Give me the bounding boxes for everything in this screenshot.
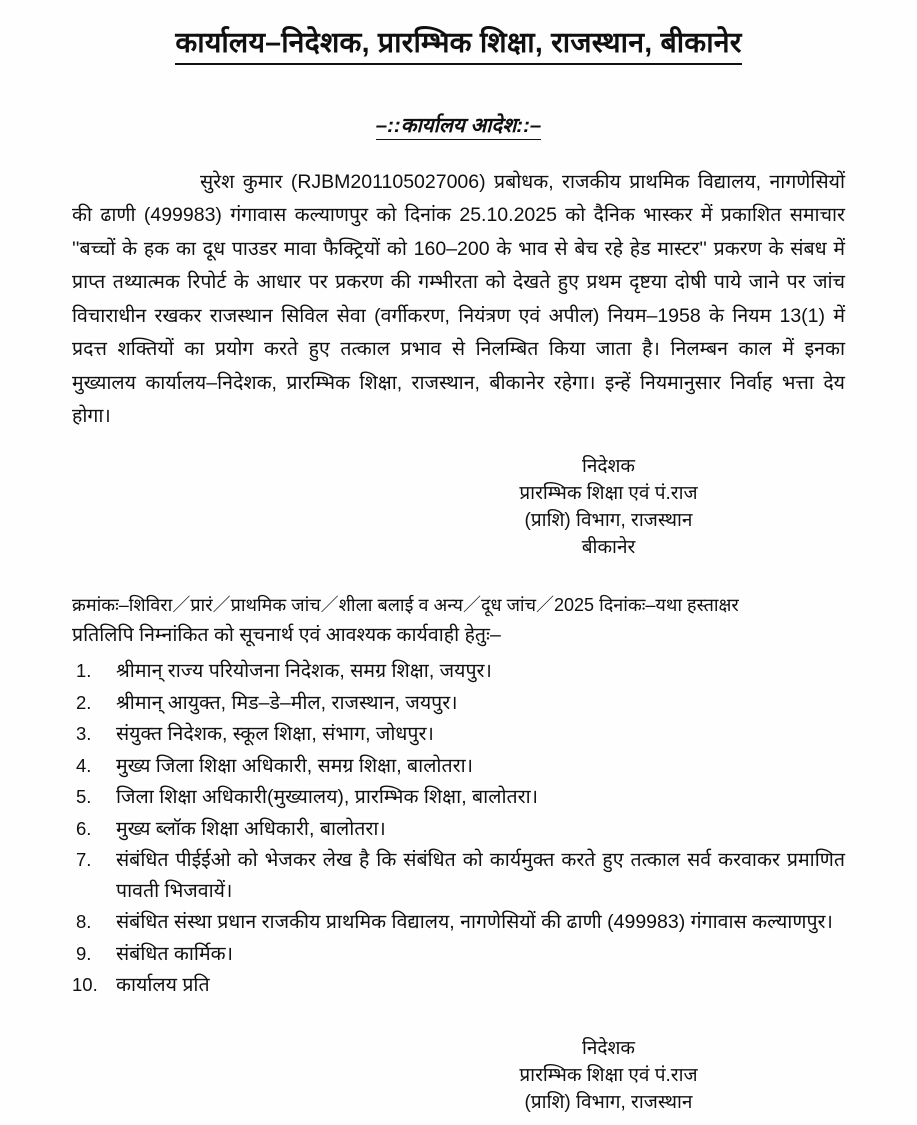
list-item: संयुक्त निदेशक, स्कूल शिक्षा, संभाग, जोधपुर।: [116, 723, 434, 746]
reference-number-line: क्रमांकः–शिविरा／प्रारं／प्राथमिक जांच／शीला बलाई व अन्य／दूध जांच／2025 दिनांकः–यथा हस्ताक्षर: [72, 595, 739, 616]
document-subtitle-wrap: [72, 111, 845, 140]
list-item: श्रीमान् राज्य परियोजना निदेशक, समग्र शिक्षा, जयपुर।: [116, 660, 492, 683]
list-item: श्रीमान् आयुक्त, मिड–डे–मील, राजस्थान, जयपुर।: [116, 691, 458, 714]
list-item: संबंधित पीईईओ को भेजकर लेख है कि संबंधित को कार्यमुक्त करते हुए तत्काल सर्व करवाकर प्रमाणित पावती भिजवायें।: [116, 849, 845, 902]
signature-department-line: प्रारम्भिक शिक्षा एवं पं.राज: [519, 483, 698, 505]
list-item: जिला शिक्षा अधिकारी(मुख्यालय), प्रारम्भिक शिक्षा, बालोतरा।: [116, 786, 539, 809]
signature-block-top: [72, 453, 845, 561]
signature-department-line: प्रारम्भिक शिक्षा एवं पं.राज: [519, 1064, 698, 1086]
list-item: संबंधित कार्मिक।: [116, 942, 233, 965]
document-header: [72, 0, 845, 65]
list-item: कार्यालय प्रति: [116, 974, 210, 997]
copy-to-list: [72, 656, 845, 1001]
list-item: मुख्य ब्लॉक शिक्षा अधिकारी, बालोतरा।: [116, 817, 386, 840]
page-title: कार्यालय–निदेशक, प्रारम्भिक शिक्षा, राजस्थान, बीकानेर: [175, 26, 741, 65]
signature-designation: निदेशक: [581, 1037, 636, 1059]
signature-department-sub: (प्राशि) विभाग, राजस्थान: [524, 1091, 693, 1113]
signature-block-bottom: [72, 1035, 845, 1116]
signature-department-sub: (प्राशि) विभाग, राजस्थान: [524, 510, 693, 532]
copy-to-intro: प्रतिलिपि निम्नांकित को सूचनार्थ एवं आवश्यक कार्यवाही हेतुः–: [72, 624, 501, 647]
signature-city: बीकानेर: [581, 537, 636, 559]
list-item: संबंधित संस्था प्रधान राजकीय प्राथमिक विद्यालय, नागणेसियों की ढाणी (499983) गंगावास कल्याणपुर।: [116, 911, 833, 934]
signature-designation: निदेशक: [581, 456, 636, 478]
list-item: मुख्य जिला शिक्षा अधिकारी, समग्र शिक्षा, बालोतरा।: [116, 754, 474, 777]
order-subtitle: –::कार्यालय आदेश::–: [376, 111, 542, 140]
order-body-text: सुरेश कुमार (RJBM201105027006) प्रबोधक, राजकीय प्राथमिक विद्यालय, नागणेसियों की ढाणी (499983) गंगावास कल्याणपुर को दिनांक 25.10.2025 को दैनिक भास्कर में प्रकाशित समाचार ''बच्चों के हक का दूध पाउडर मावा फैक्ट्रियों को 160–200 के भाव से बेच रहे हेड मास्टर'' प्रकरण के संबध में प्राप्त तथ्यात्मक रिपोर्ट के आधार पर प्रकरण की गम्भीरता को देखते हुए प्रथम दृष्टया दोषी पाये जाने पर जांच विचाराधीन रखकर राजस्थान सिविल सेवा (वर्गीकरण, नियंत्रण एवं अपील) नियम–1958 के नियम 13(1) में प्रदत्त शक्तियों का प्रयोग करते हुए तत्काल प्रभाव से निलम्बित किया जाता है। निलम्बन काल में इनका मुख्यालय कार्यालय–निदेशक, प्रारम्भिक शिक्षा, राजस्थान, बीकानेर रहेगा। इन्हें नियमानुसार निर्वाह भत्ता देय होगा।: [72, 170, 845, 428]
